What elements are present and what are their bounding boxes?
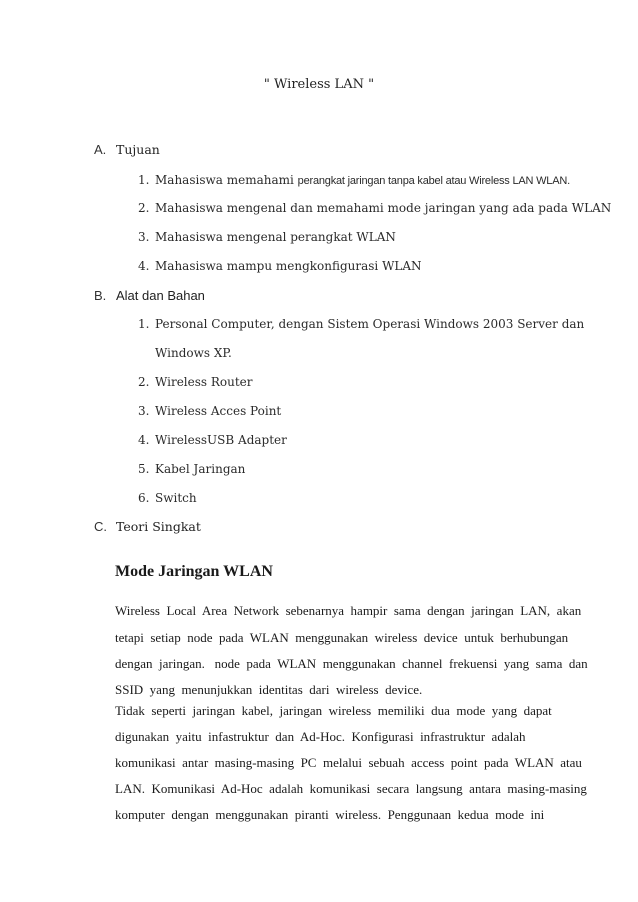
document-title: " Wireless LAN " [263, 77, 375, 92]
item-number: 4. [138, 433, 150, 447]
item-text: Wireless Acces Point [155, 404, 282, 418]
item-text: Mahasiswa mengenal dan memahami mode jaringan yang ada pada WLAN [155, 201, 612, 215]
subsection-title: Mode Jaringan WLAN [115, 563, 273, 580]
paragraph-line: komunikasi antar masing-masing PC melalui sebuah access point pada WLAN atau [115, 755, 582, 770]
section-a-heading [94, 142, 160, 157]
section-letter: B. [94, 288, 107, 303]
list-item [138, 230, 396, 244]
list-item [138, 404, 281, 418]
paragraph-line: LAN. Komunikasi Ad-Hoc adalah komunikasi secara langsung antara masing-masing [115, 781, 587, 796]
section-title: Alat dan Bahan [116, 288, 205, 303]
item-text-sans: perangkat jaringan tanpa kabel atau Wireless LAN WLAN. [297, 175, 570, 187]
item-text: Switch [155, 491, 197, 505]
list-item [138, 433, 287, 447]
list-item [138, 173, 570, 187]
item-number: 2. [138, 201, 150, 215]
paragraph-line: SSID yang menunjukkan identitas dari wireless device. [115, 682, 423, 697]
list-item [138, 462, 245, 476]
list-item [138, 201, 611, 215]
section-c-heading [94, 519, 201, 534]
item-number: 4. [138, 259, 150, 273]
item-number: 1. [138, 173, 150, 187]
item-number: 2. [138, 375, 150, 389]
item-text: Kabel Jaringan [155, 462, 246, 476]
item-number: 5. [138, 462, 150, 476]
section-letter: C. [94, 519, 107, 534]
list-item [138, 259, 422, 273]
paragraph-line: Wireless Local Area Network sebenarnya hampir sama dengan jaringan LAN, akan [115, 603, 582, 618]
item-number: 3. [138, 404, 150, 418]
item-text: Mahasiswa mampu mengkonfigurasi WLAN [155, 259, 422, 273]
paragraph-line: digunakan yaitu infastruktur dan Ad-Hoc. Konfigurasi infrastruktur adalah [115, 729, 526, 744]
paragraph-line: tetapi setiap node pada WLAN menggunakan wireless device untuk berhubungan [115, 630, 569, 645]
item-text: WirelessUSB Adapter [155, 433, 287, 447]
item-text: Personal Computer, dengan Sistem Operasi Windows 2003 Server dan [155, 317, 585, 331]
item-continuation: Windows XP. [155, 346, 232, 360]
section-title: Tujuan [116, 142, 160, 157]
paragraph-line: dengan jaringan. node pada WLAN menggunakan channel frekuensi yang sama dan [115, 656, 588, 671]
item-number: 1. [138, 317, 150, 331]
list-item [138, 491, 197, 505]
list-item [138, 375, 253, 389]
item-number: 6. [138, 491, 150, 505]
item-text: Mahasiswa memahami [155, 173, 298, 187]
paragraph-line: Tidak seperti jaringan kabel, jaringan wireless memiliki dua mode yang dapat [115, 703, 552, 718]
section-title: Teori Singkat [116, 519, 201, 534]
item-number: 3. [138, 230, 150, 244]
section-b-heading [94, 288, 205, 303]
item-text: Wireless Router [155, 375, 253, 389]
section-letter: A. [94, 142, 107, 157]
item-text: Mahasiswa mengenal perangkat WLAN [155, 230, 396, 244]
paragraph-line: komputer dengan menggunakan piranti wireless. Penggunaan kedua mode ini [115, 807, 545, 822]
list-item [138, 317, 584, 331]
